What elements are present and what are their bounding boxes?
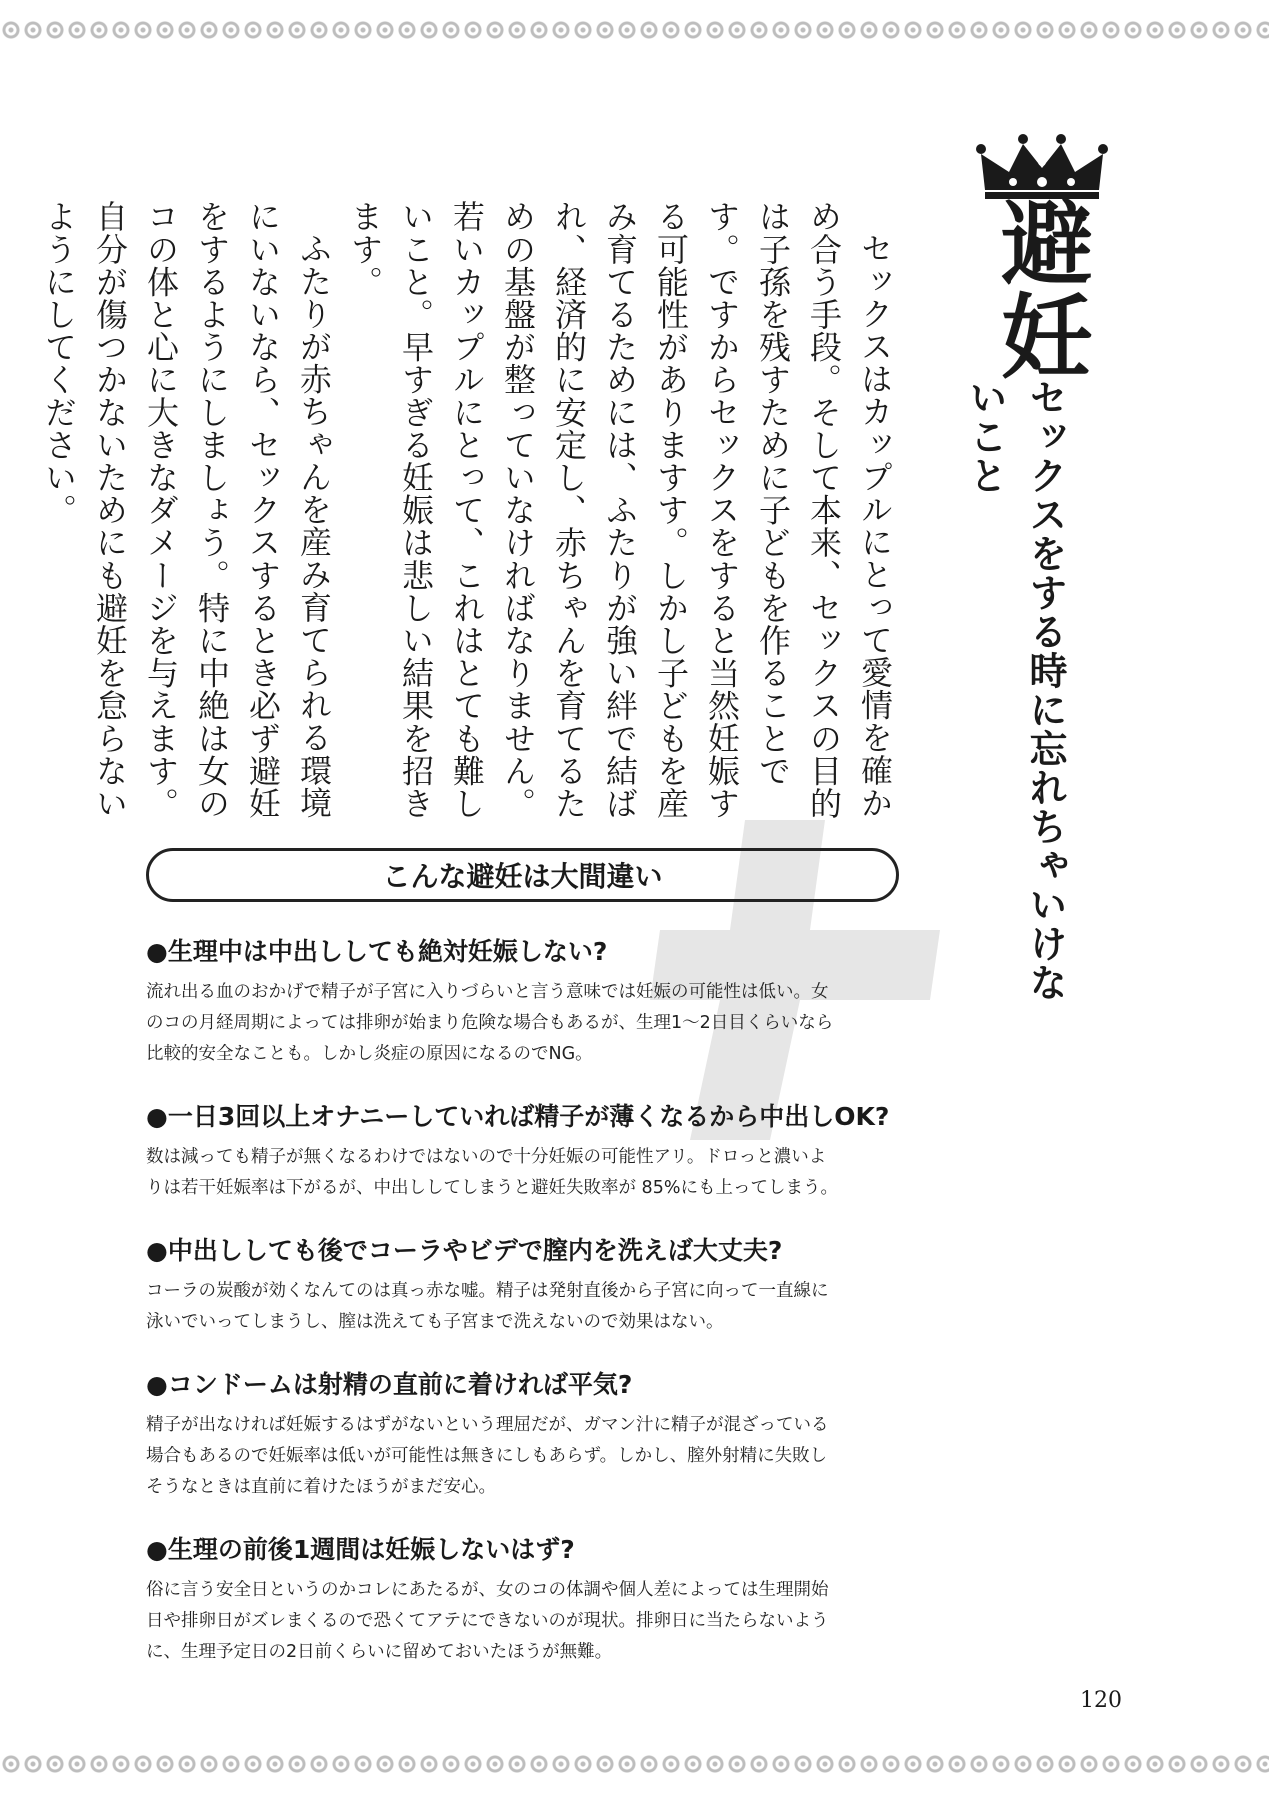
page-number: 120 [1080, 1688, 1122, 1713]
qa-answer: 流れ出る血のおかげで精子が子宮に入りづらいと言う意味では妊娠の可能性は低い。女 のコの月経周期によっては排卵が始まり危険な場合もあるが、生理1～2日目くらいなら 比較的安全なことも。しかし炎症の原因になるのでNG。 [146, 982, 834, 1064]
body-paragraph-1: セックスはカップルにとって愛情を確かめ合う手段。そして本来、セックスの目的は子孫を残すために子どもを作ることです。ですからセックスをすると当然妊娠する可能性がありますす。しかし子どもを産み育てるためには、ふたりが強い絆で結ばれ、経済的に安定し、赤ちゃんを育てるための基盤が整っていなければなりません。若いカップルにとって、これはとても難しいこと。早すぎる妊娠は悲しい結果を招きます。 [346, 200, 894, 820]
qa-answer: コーラの炭酸が効くなんてのは真っ赤な嘘。精子は発射直後から子宮に向って一直線に 泳いでいってしまうし、膣は洗えても子宮まで洗えないので効果はない。 [146, 1281, 829, 1332]
qa-question: ●コンドームは射精の直前に着ければ平気? [146, 1370, 633, 1399]
qa-item [146, 1368, 906, 1503]
page-title: 避妊 [986, 195, 1094, 383]
bottom-ornamental-border [0, 1742, 1269, 1786]
qa-item [146, 1234, 906, 1338]
page-subtitle: セックスをする時に忘れちゃいけないこと [963, 378, 1068, 1002]
top-ornamental-border [0, 8, 1269, 52]
qa-question: ●一日3回以上オナニーしていれば精子が薄くなるから中出しOK? [146, 1102, 890, 1131]
qa-answer: 精子が出なければ妊娠するはずがないという理屈だが、ガマン汁に精子が混ざっている 場合もあるので妊娠率は低いが可能性は無きにしもあらず。しかし、膣外射精に失敗し そうなときは直前に着けたほうがまだ安心。 [146, 1415, 829, 1497]
body-text-vertical [40, 200, 900, 820]
qa-question: ●生理中は中出ししても絶対妊娠しない? [146, 937, 608, 966]
qa-list [146, 935, 906, 1698]
qa-question: ●中出ししても後でコーラやビデで膣内を洗えば大丈夫? [146, 1236, 783, 1265]
body-paragraph-2: ふたりが赤ちゃんを産み育てられる環境にいないなら、セックスするとき必ず避妊をするようにしましょう。特に中絶は女のコの体と心に大きなダメージを与えます。自分が傷つかないためにも避妊を怠らないようにしてください。 [40, 200, 333, 820]
qa-answer: 数は減っても精子が無くなるわけではないので十分妊娠の可能性アリ。ドロっと濃いよ りは若干妊娠率は下がるが、中出ししてしまうと避妊失敗率が 85%にも上ってしまう。 [146, 1147, 838, 1198]
qa-answer: 俗に言う安全日というのかコレにあたるが、女のコの体調や個人差によっては生理開始 日や排卵日がズレまくるので恐くてアテにできないのが現状。排卵日に当たらないよう に、生理予定日の2日前くらいに留めておいたほうが無難。 [146, 1580, 829, 1662]
qa-item [146, 1533, 906, 1668]
crown-icon [975, 132, 1110, 200]
qa-item [146, 935, 906, 1070]
qa-question: ●生理の前後1週間は妊娠しないはず? [146, 1535, 575, 1564]
qa-item [146, 1100, 906, 1204]
section-heading: こんな避妊は大間違い [146, 848, 899, 902]
